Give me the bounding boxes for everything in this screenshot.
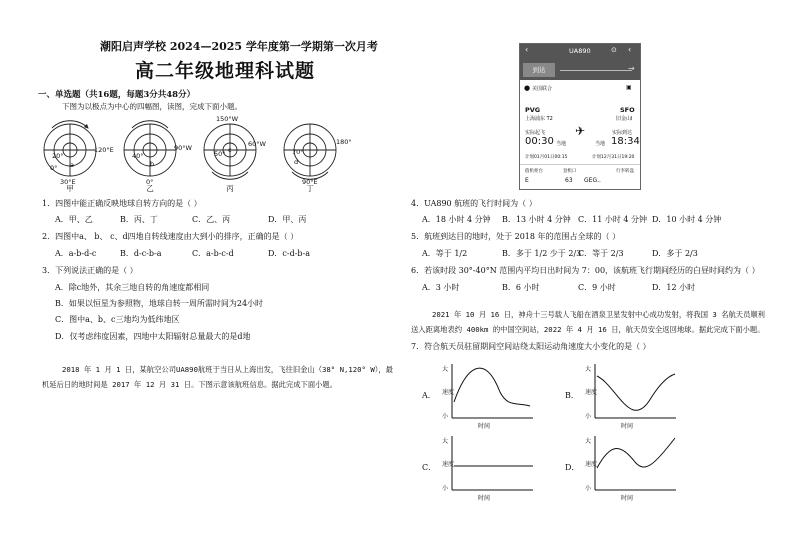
divider [520, 164, 640, 165]
origin-city: 上海浦东 T2 [525, 116, 553, 122]
graph-d-y-label: 速度 [585, 461, 598, 468]
q1-option-c: C．乙、丙 [192, 215, 231, 224]
destination-code: SFO [620, 106, 635, 114]
arrival-time: 18:34 [611, 136, 640, 147]
q5-option-a: A．等于 1/2 [422, 249, 468, 258]
globe-jia-label-1: 20° [52, 152, 64, 160]
departure-local: 当地 [556, 141, 567, 147]
graph-c-y-top: 大 [442, 438, 449, 445]
q6-option-d: D．12 小时 [652, 283, 696, 292]
globe-yi-label-2: b [150, 160, 155, 168]
school-line: 潮阳启声学校 2024—2025 学年度第一学期第一次月考 [100, 40, 378, 53]
section-heading: 一、单选题（共16题，每题3分共48分） [38, 90, 196, 100]
q5-option-b: B．多于 1/2 少于 2/3 [502, 249, 582, 258]
graph-a [452, 364, 533, 418]
globe-ding-label-0: 180° [336, 138, 352, 146]
graph-d-y-top: 大 [585, 438, 592, 445]
passage-2-line-1: 2021 年 10 月 16 日，神舟十三号载人飞船在酒泉卫星发射中心成功发射，将我国 3 名航天员顺利 [432, 310, 765, 319]
q1-option-d: D．甲、丙 [268, 215, 307, 224]
back-icon: ‹ [525, 45, 529, 54]
globe-caption-ding: 丁 [306, 184, 314, 193]
globe-bing-label-0: 150°W [216, 115, 239, 123]
q2-option-c: C．a-b-c-d [192, 249, 234, 258]
exam-title: 高二年级地理科试题 [135, 60, 316, 82]
question-5-stem: 5．航班到达目的地时，处于 2018 年的范围占全球的（ ） [411, 232, 621, 241]
question-6-stem: 6．若该时段 30°-40°N 范围内平均日出时间为 7：00，该航班飞行期间经历的白昼时间约为（ ） [411, 266, 760, 275]
speed-graphs-figure [438, 362, 738, 502]
arrival-local: 当地 [595, 141, 606, 147]
airline-mark-icon: ▣ [626, 84, 632, 91]
checkin-counter-value: E [525, 177, 529, 184]
graph-c-letter: C． [422, 463, 437, 472]
graph-c-y-label: 速度 [442, 461, 455, 468]
section-intro: 下图为以极点为中心的四幅图，读图，完成下面小题。 [62, 102, 242, 111]
q4-option-a: A．18 小时 4 分钟 [422, 215, 491, 224]
q4-option-d: D．10 小时 4 分钟 [652, 215, 722, 224]
graph-a-y-label: 速度 [442, 389, 455, 396]
globe-jia-label-3: 0° [50, 164, 58, 172]
q5-option-c: C．等于 2/3 [578, 249, 624, 258]
gate-label: 登机口 [563, 169, 577, 174]
graph-c-y-bottom: 小 [442, 485, 449, 492]
q6-option-b: B．6 小时 [502, 283, 540, 292]
gate-value: 63 [565, 177, 573, 184]
graph-b-x-label: 时间 [621, 423, 634, 430]
passage-1-line-1: 2018 年 1 月 1 日，某航空公司UA890航班于当日从上海出发，飞往旧金山（38° N,120° W），最 [62, 365, 393, 374]
question-7-stem: 7．符合航天员驻留期间空间站绕太阳运动角速度大小变化的是（ ） [411, 342, 651, 351]
polar-globes-figure [38, 112, 358, 190]
question-4-stem: 4．UA890 航班的飞行时间为（ ） [411, 199, 537, 208]
globe-bing-label-1: 60°W [248, 140, 266, 148]
graph-d-x-label: 时间 [621, 495, 634, 502]
q1-option-a: A．甲、乙 [55, 215, 93, 224]
globe-ding-label-2: d [294, 158, 299, 166]
globe-jia-label-4: 30°E [60, 178, 76, 186]
airplane-icon: ✈ [575, 124, 586, 138]
q4-option-b: B．13 小时 4 分钟 [502, 215, 571, 224]
graph-c-x-label: 时间 [478, 495, 491, 502]
departure-label: 实际起飞 [525, 130, 546, 136]
departure-time: 00:30 [525, 136, 554, 147]
graph-d-letter: D． [565, 463, 580, 472]
plane-arrow-icon: → [628, 64, 635, 73]
flight-status-badge: 到达 [523, 63, 555, 77]
baggage-value: GEG.. [584, 177, 601, 184]
baggage-label: 行李转盘 [616, 169, 634, 174]
graph-a-letter: A． [422, 391, 436, 400]
departure-scheduled: 计划01月01日00:15 [525, 155, 568, 160]
q3-option-c: C．图中a、b、c三地均为低纬地区 [55, 315, 180, 324]
globe-jia-label-2: a [70, 161, 74, 169]
graph-b [595, 364, 676, 418]
arrival-label: 实际到达 [612, 130, 633, 136]
q3-option-b: B．如果以恒星为参照物，地球自转一周所需时间为24小时 [55, 299, 264, 308]
progress-line [560, 70, 632, 71]
origin-code: PVG [525, 106, 541, 114]
graph-d [595, 436, 676, 490]
graph-b-y-label: 速度 [585, 389, 598, 396]
arrival-scheduled: 计划12月31日19:20 [592, 155, 635, 160]
q6-option-a: A．3 小时 [422, 283, 460, 292]
airline-name: 美国联合 [532, 86, 553, 92]
flight-number: UA890 [569, 47, 591, 55]
checkin-counter-label: 值机柜台 [525, 169, 543, 174]
globe-bing-label-2: 50° [214, 150, 226, 158]
q1-option-b: B．丙、丁 [120, 215, 158, 224]
graph-a-y-top: 大 [442, 366, 449, 373]
question-2-stem: 2．四图中a、 b、 c、d四地自转线速度由大到小的排序，正确的是（ ） [42, 232, 299, 241]
globe-ding-label-1: 70° [292, 148, 304, 156]
refresh-icon: ⊙ [611, 46, 617, 54]
graph-d-y-bottom: 小 [585, 485, 592, 492]
globe-caption-yi: 乙 [146, 184, 154, 193]
graph-b-letter: B． [565, 391, 579, 400]
q3-option-d: D．仅考虑纬度因素，四地中太阳辐射总量最大的是d地 [55, 332, 251, 341]
q6-option-c: C．9 小时 [578, 283, 616, 292]
globe-caption-bing: 丙 [226, 184, 234, 193]
destination-city: 旧金山I [616, 116, 633, 122]
share-icon: ‹ [628, 45, 632, 54]
question-1-stem: 1．四图中能正确反映地球自转方向的是（ ） [42, 199, 202, 208]
airline-logo-icon: ● [524, 84, 531, 92]
globe-yi-label-1: 40° [132, 152, 144, 160]
flight-info-card [519, 43, 641, 190]
globe-bing-label-3: c [228, 146, 232, 154]
passage-2-line-2: 送入距离地表约 400km 的中国空间站，2022 年 4 月 16 日，航天员安全返回地球。据此完成下面小题。 [411, 325, 765, 334]
q2-option-d: D．c-d-b-a [268, 249, 311, 258]
q2-option-b: B．d-c-b-a [120, 249, 162, 258]
globe-yi-label-0: 90°W [174, 144, 192, 152]
graph-b-y-bottom: 小 [585, 413, 592, 420]
q3-option-a: A．除c地外，其余三地自转的角速度都相同 [55, 283, 210, 292]
graph-a-x-label: 时间 [478, 423, 491, 430]
globe-ding-label-3: 90°E [302, 178, 318, 186]
q5-option-d: D．多于 2/3 [652, 249, 698, 258]
graph-c [452, 436, 533, 490]
globe-yi-label-3: 0° [146, 178, 154, 186]
graph-a-y-bottom: 小 [442, 413, 449, 420]
graph-b-y-top: 大 [585, 366, 592, 373]
globe-caption-jia: 甲 [66, 184, 74, 193]
globe-jia-label-0: 120°E [94, 146, 114, 154]
passage-1-line-2: 机延后日的地时间是 2017 年 12 月 31 日。下图示意该航班信息。据此完成下面小题。 [42, 380, 338, 389]
q4-option-c: C．11 小时 4 分钟 [578, 215, 648, 224]
q2-option-a: A．a-b-d-c [55, 249, 97, 258]
question-3-stem: 3．下列说法正确的是（ ） [42, 266, 138, 275]
